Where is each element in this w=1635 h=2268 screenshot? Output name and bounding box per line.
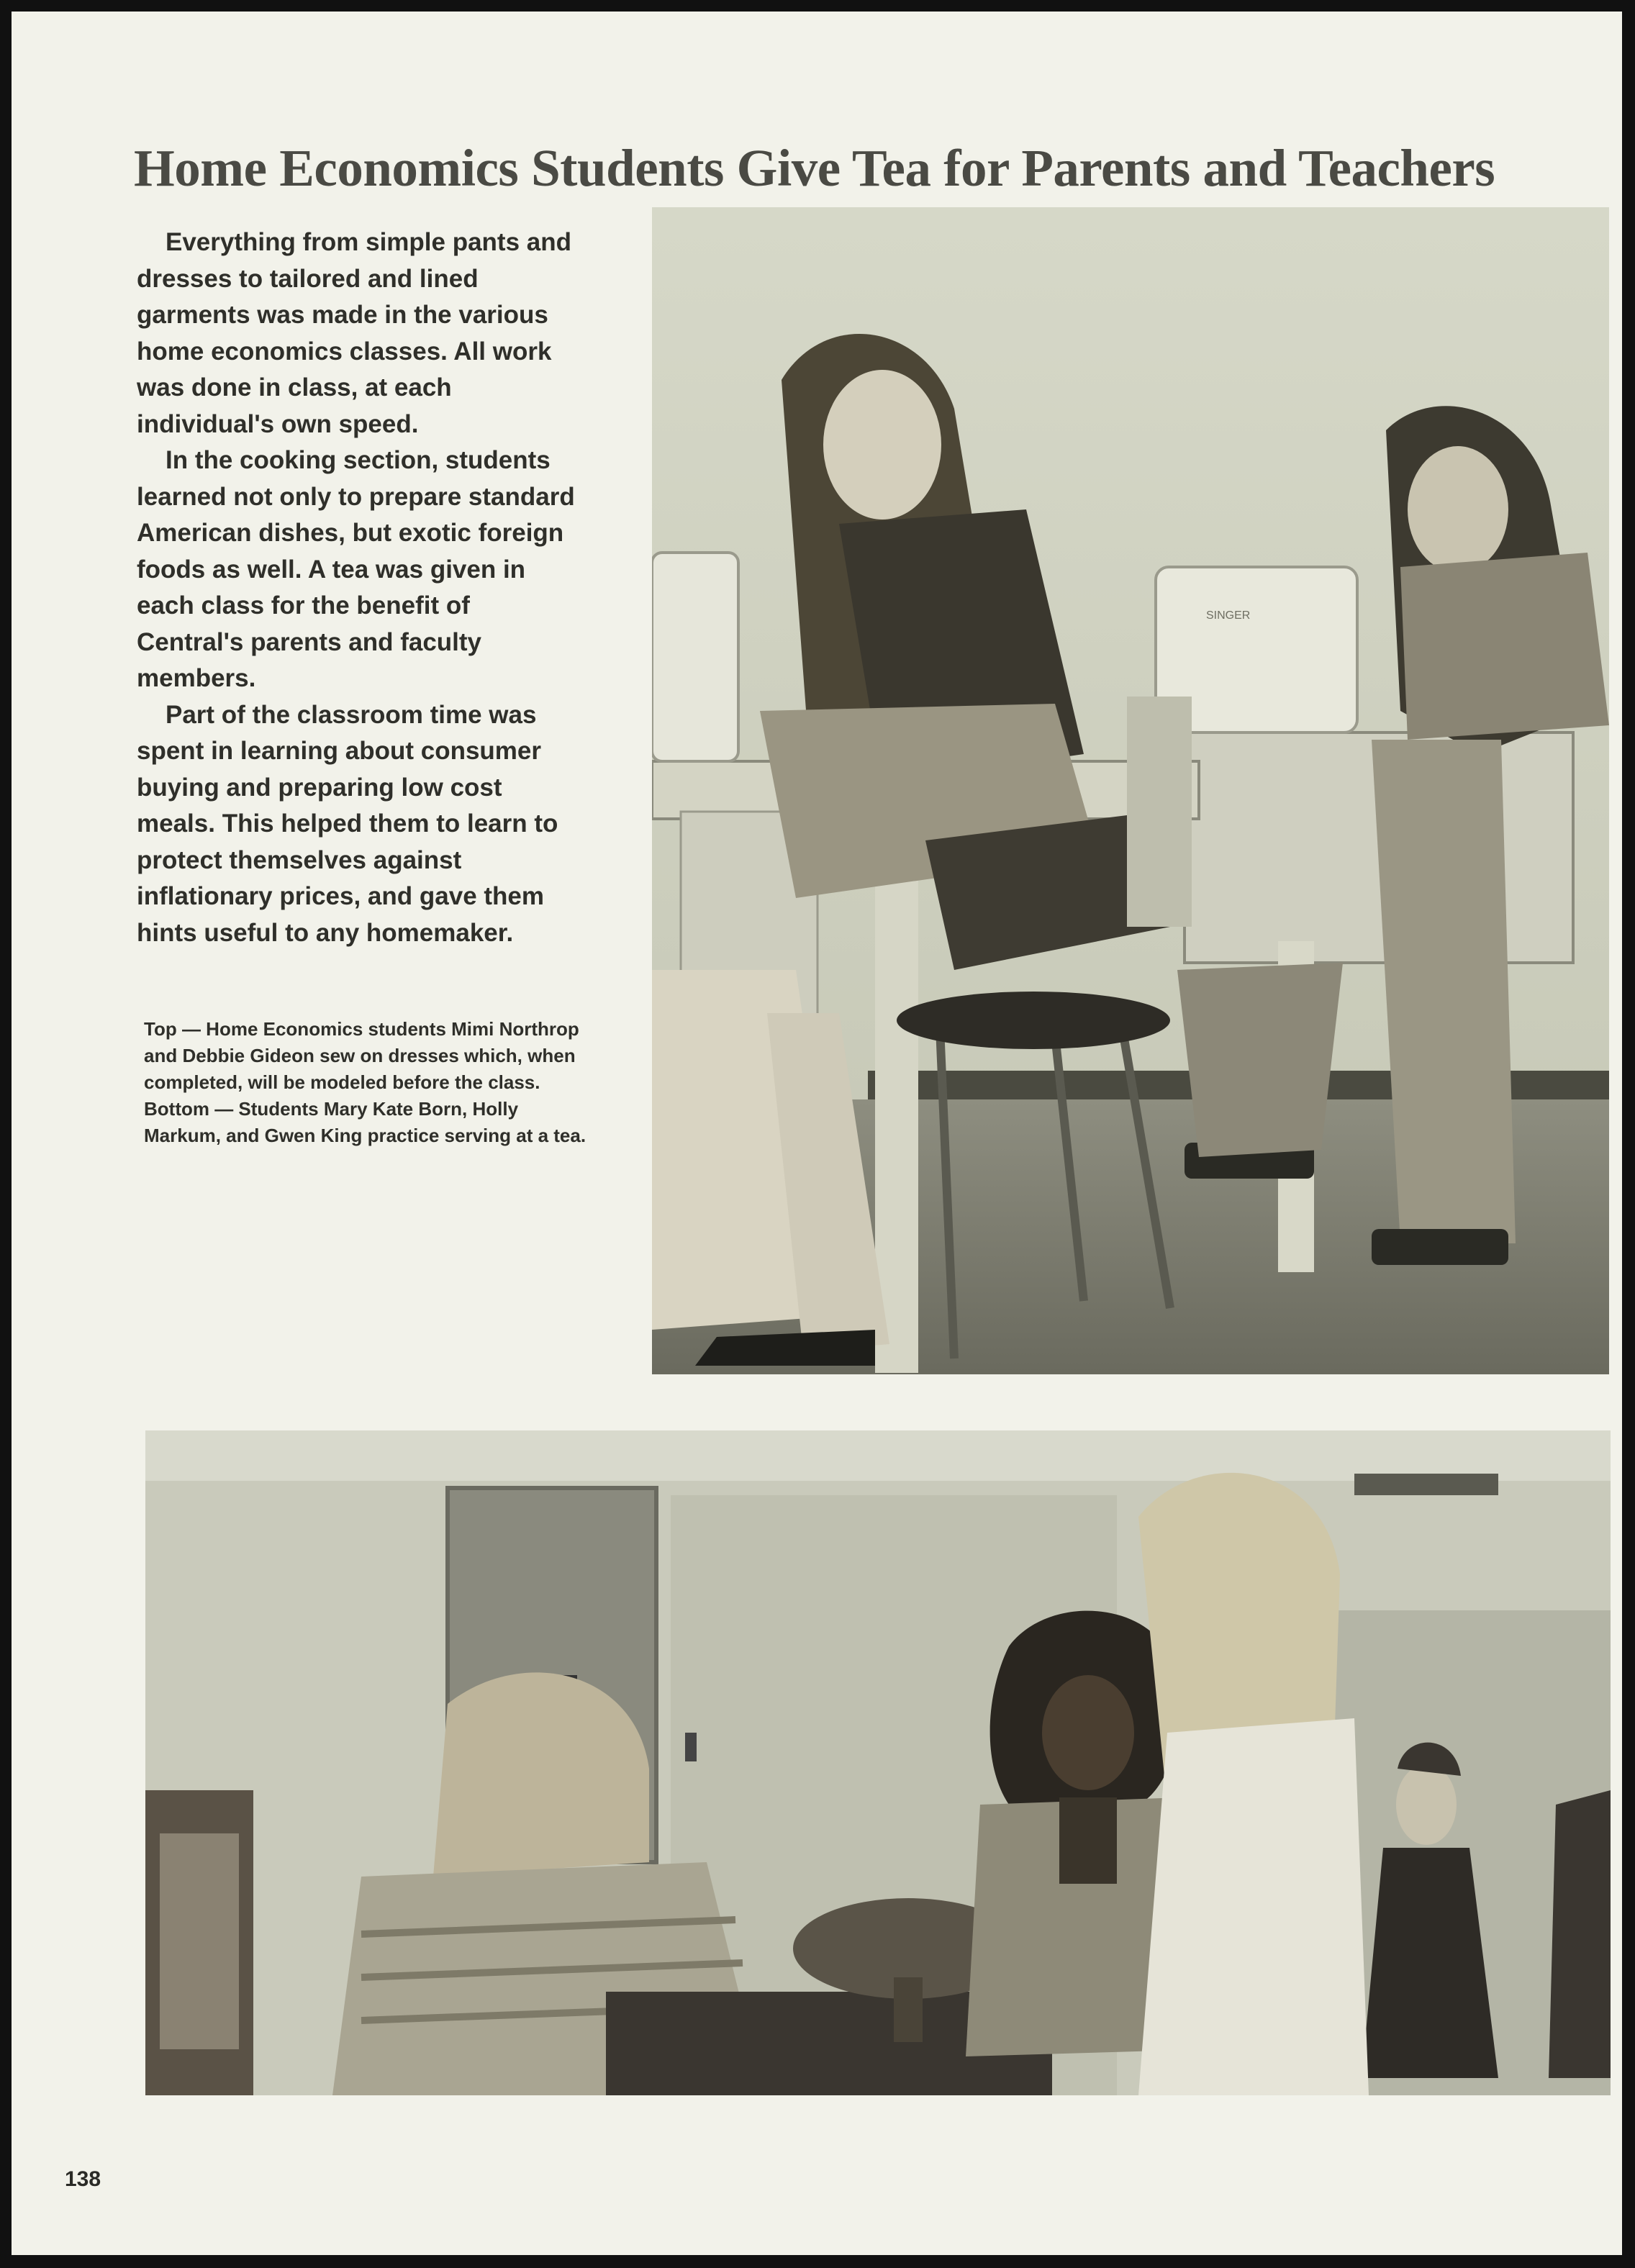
yearbook-page (12, 12, 1622, 2255)
photo-captions (144, 1016, 590, 1149)
tea-service-photo (145, 1430, 1611, 2095)
sewing-class-photo-illustration (652, 207, 1609, 1374)
body-paragraph-2: In the cooking section, students learned not only to prepare standard American dishes, but exotic foreign foods as well. A tea was given in each class for the benefit of Central's parents and faculty members. (137, 446, 575, 692)
page-headline: Home Economics Students Give Tea for Parents and Teachers (134, 139, 1495, 197)
article-body (137, 224, 583, 951)
sewing-class-photo (652, 207, 1609, 1374)
sewing-machine-label: SINGER (1206, 609, 1251, 622)
body-paragraph-3: Part of the classroom time was spent in learning about consumer buying and preparing low cost meals. This helped them to learn to protect themselves against inflationary prices, and gave them hints useful to any homemaker. (137, 700, 558, 947)
caption-bottom: Bottom — Students Mary Kate Born, Holly Markum, and Gwen King practice serving at a tea. (144, 1098, 586, 1146)
caption-top: Top — Home Economics students Mimi Northrop and Debbie Gideon sew on dresses which, when completed, will be modeled before the class. (144, 1018, 579, 1093)
page-number: 138 (65, 2167, 101, 2191)
body-paragraph-1: Everything from simple pants and dresses to tailored and lined garments was made in the various home economics classes. All work was done in class, at each individual's own speed. (137, 228, 571, 438)
tea-service-photo-illustration (145, 1430, 1611, 2095)
